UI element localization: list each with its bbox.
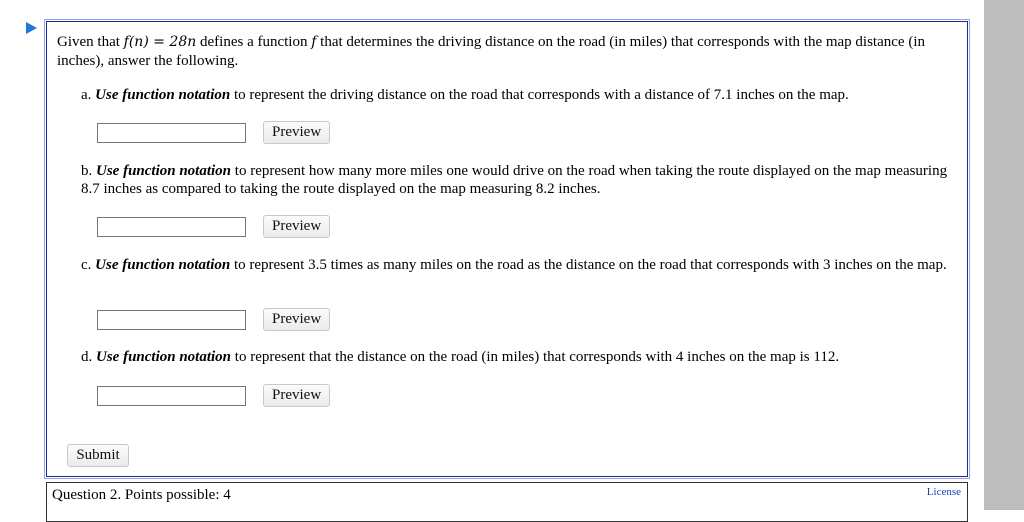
- stem-function: f(n) = 28n: [123, 34, 197, 50]
- page-margin: [984, 0, 1024, 510]
- emphasis: Use function notation: [95, 257, 231, 273]
- part-text: to represent 3.5 times as many miles on the road as the distance on the road that corresponds with 3 inches on the map.: [230, 257, 947, 273]
- play-triangle-icon[interactable]: [26, 22, 37, 34]
- part-c: [81, 256, 949, 274]
- part-letter: b.: [81, 163, 93, 179]
- part-text: to represent how many more miles one would drive on the road when taking the route displayed on the map measuring 8.7 inches as compared to taking the route displayed on the map measuring 8.2 inches.: [81, 163, 948, 197]
- stem-text-mid: defines a function: [196, 34, 312, 50]
- part-a: [81, 86, 949, 104]
- question-1-box: [46, 21, 968, 477]
- license-link[interactable]: License: [926, 486, 961, 498]
- part-text: to represent that the distance on the road (in miles) that corresponds with 4 inches on the map is 112.: [231, 349, 840, 365]
- part-text: to represent the driving distance on the road that corresponds with a distance of 7.1 inches on the map.: [230, 87, 849, 103]
- answer-input-d[interactable]: [97, 386, 246, 406]
- preview-button-a[interactable]: Preview: [263, 121, 330, 144]
- preview-button-d[interactable]: Preview: [263, 384, 330, 407]
- part-letter: c.: [81, 257, 92, 273]
- question-2-box: [46, 482, 968, 522]
- preview-button-b[interactable]: Preview: [263, 215, 330, 238]
- part-d: [81, 348, 949, 366]
- left-gutter: [0, 0, 44, 510]
- preview-button-c[interactable]: Preview: [263, 308, 330, 331]
- question-2-title: Question 2. Points possible: 4: [52, 487, 231, 503]
- part-letter: a.: [81, 87, 92, 103]
- emphasis: Use function notation: [95, 87, 231, 103]
- answer-input-b[interactable]: [97, 217, 246, 237]
- submit-button[interactable]: Submit: [67, 444, 129, 467]
- part-letter: d.: [81, 349, 93, 365]
- emphasis: Use function notation: [96, 163, 232, 179]
- stem-function-name: f: [311, 34, 317, 50]
- stem-text-start: Given that: [57, 34, 124, 50]
- part-b: [81, 162, 949, 198]
- answer-input-c[interactable]: [97, 310, 246, 330]
- emphasis: Use function notation: [96, 349, 232, 365]
- question-stem: [57, 33, 947, 71]
- stem-text-end: that determines the driving distance on the road (in miles) that corresponds with the map distance (in inches), answer the following.: [57, 34, 925, 69]
- answer-input-a[interactable]: [97, 123, 246, 143]
